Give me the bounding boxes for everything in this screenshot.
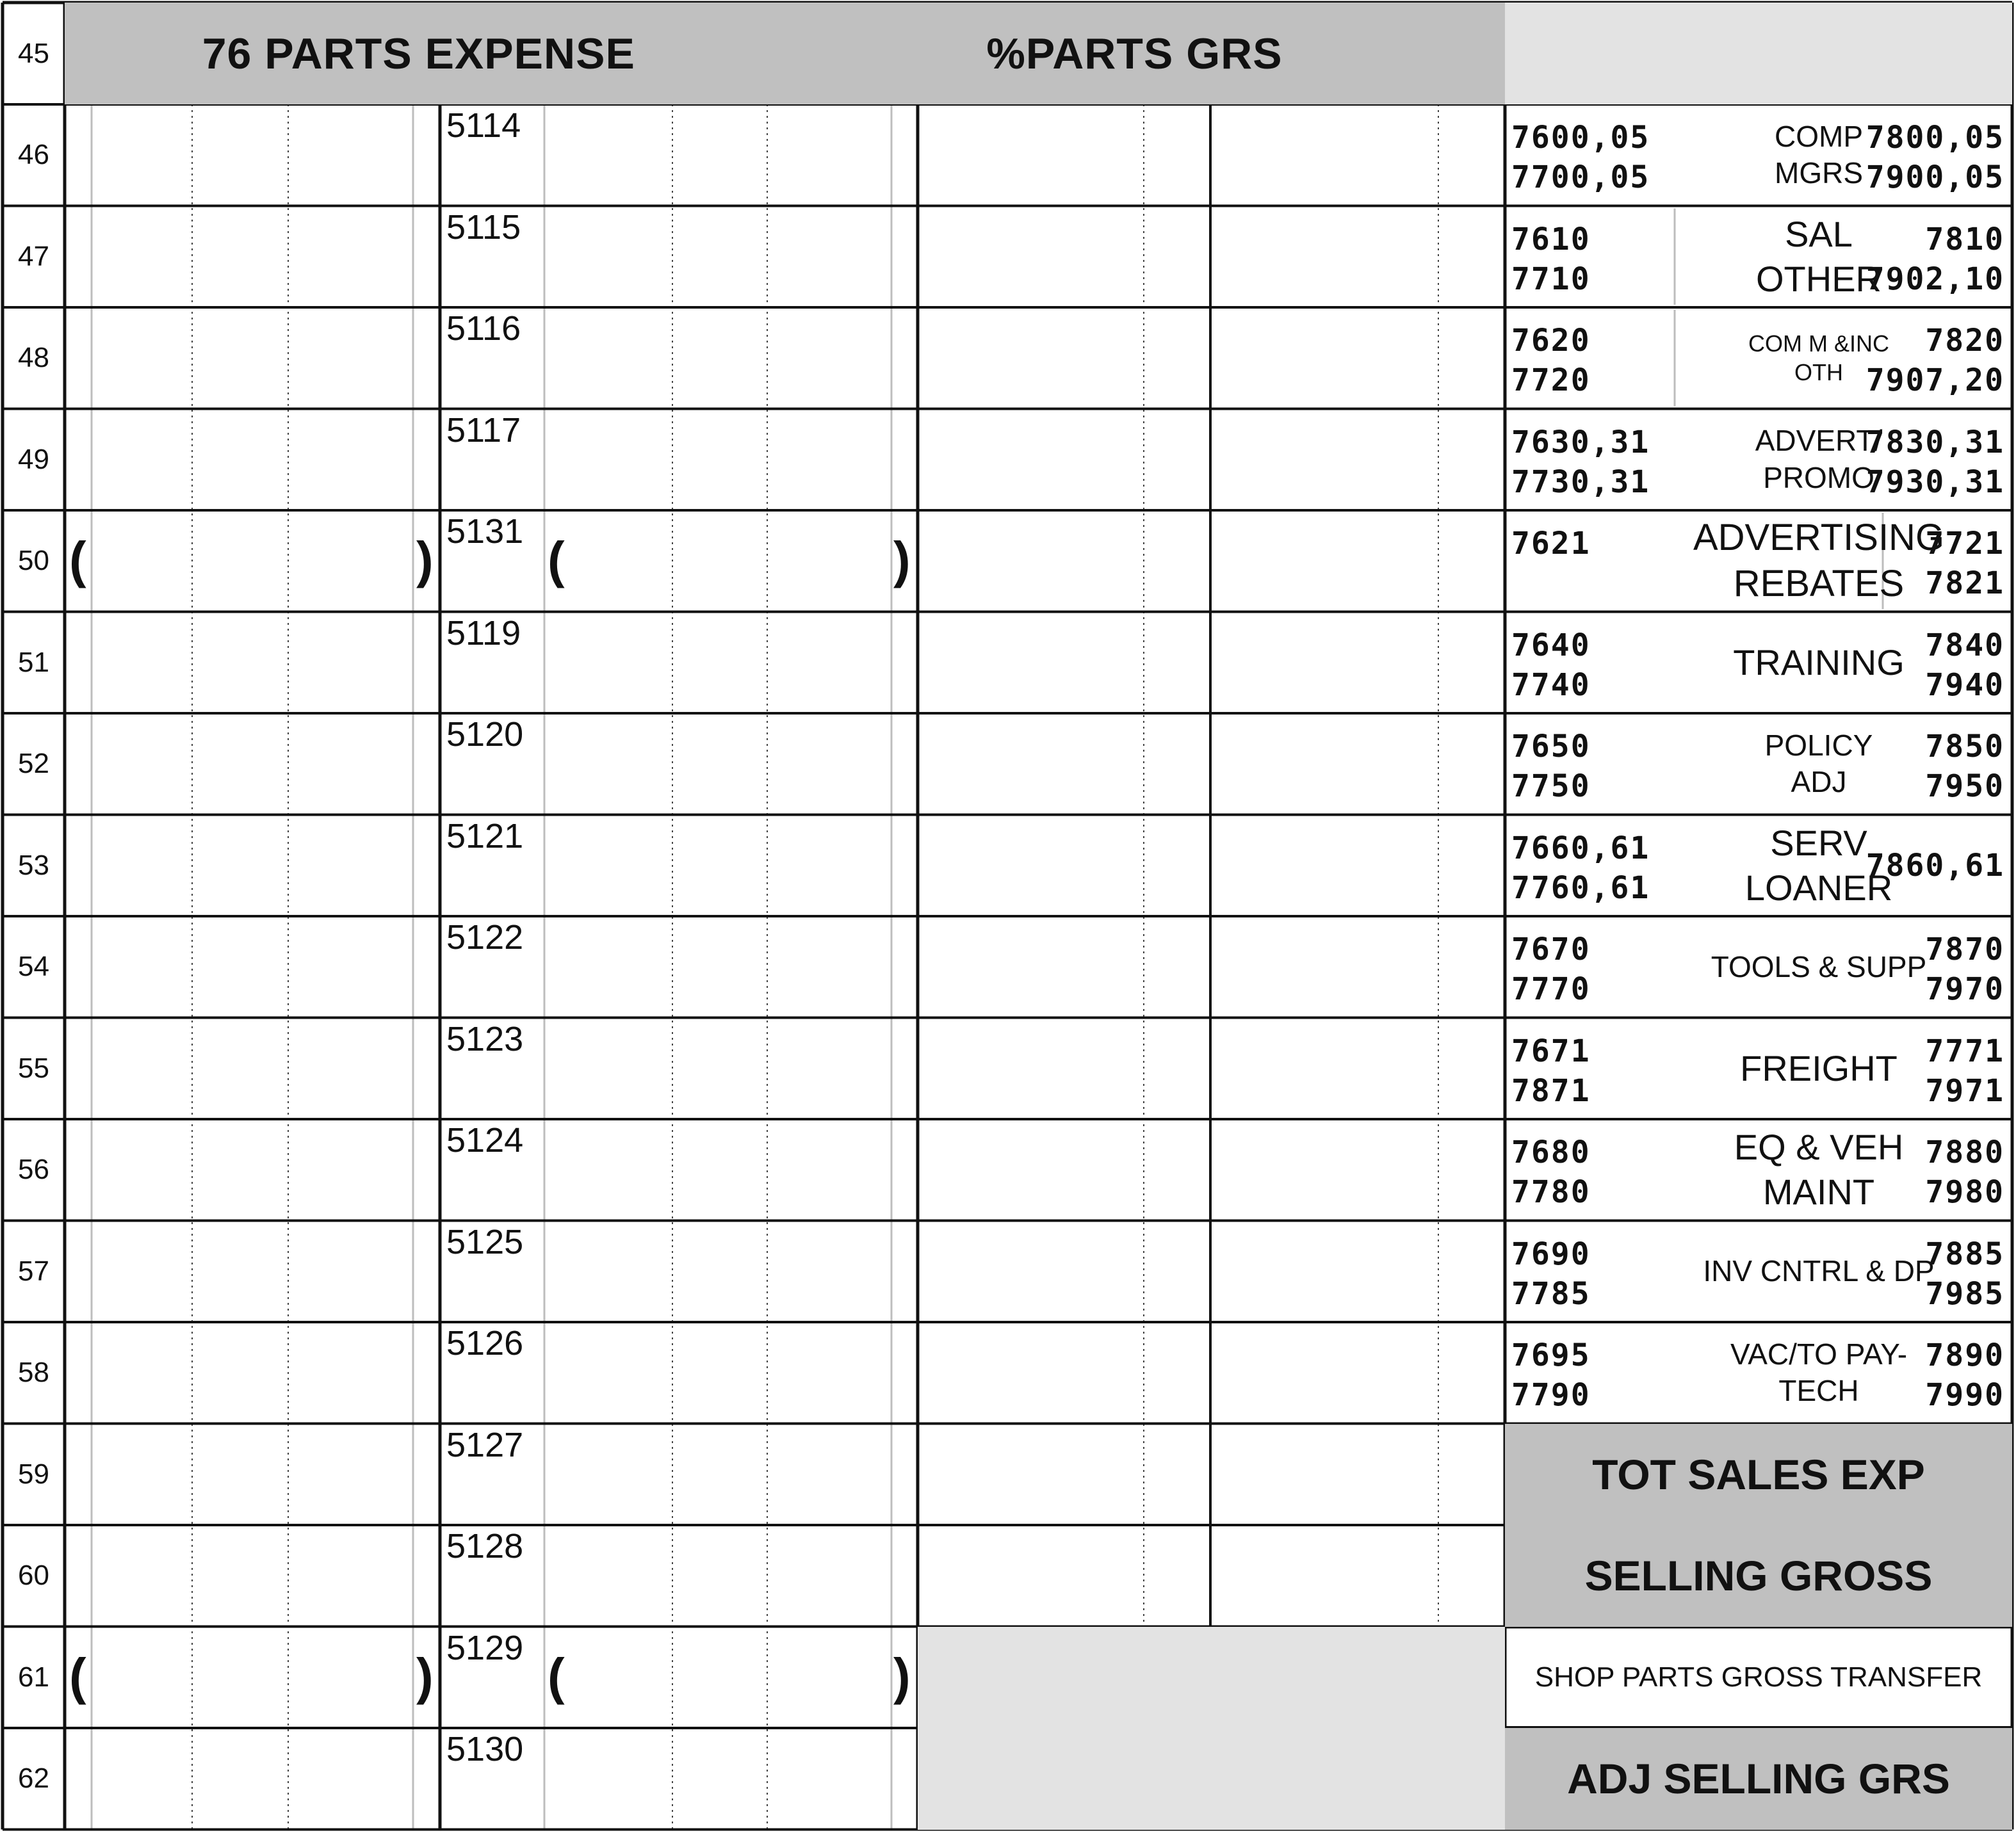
row-number: 48 bbox=[18, 342, 49, 374]
account-code: 5127 bbox=[446, 1425, 524, 1464]
account-code: 5120 bbox=[446, 715, 524, 754]
gl-code: 7800,05 bbox=[1866, 120, 2004, 156]
gl-code: 7695 bbox=[1511, 1337, 1591, 1373]
account-label-line: ADVERT/ bbox=[1755, 424, 1883, 458]
gl-code: 7940 bbox=[1925, 666, 2004, 703]
expense-entry-left[interactable] bbox=[65, 1322, 440, 1424]
expense-entry-left[interactable] bbox=[65, 104, 440, 206]
expense-entry-right[interactable] bbox=[440, 1158, 918, 1221]
account-label bbox=[1659, 307, 1979, 409]
expense-entry-right[interactable] bbox=[440, 549, 918, 612]
pct-entry[interactable] bbox=[918, 916, 1505, 1018]
account-code: 5129 bbox=[446, 1628, 524, 1667]
paren-close: ) bbox=[893, 531, 911, 588]
expense-entry-left[interactable] bbox=[65, 916, 440, 1018]
expense-entry-right[interactable] bbox=[440, 245, 918, 308]
pct-entry[interactable] bbox=[918, 206, 1505, 308]
expense-entry-left[interactable] bbox=[65, 307, 440, 409]
gl-code: 7820 bbox=[1925, 323, 2004, 359]
gl-code: 7985 bbox=[1925, 1275, 2004, 1312]
gl-code: 7600,05 bbox=[1511, 120, 1650, 156]
gl-code: 7671 bbox=[1511, 1033, 1591, 1069]
right-header-blank bbox=[1505, 3, 2012, 104]
pct-entry[interactable] bbox=[918, 1424, 1505, 1526]
account-code: 5115 bbox=[446, 207, 521, 246]
expense-entry-right[interactable] bbox=[440, 1462, 918, 1526]
expense-entry-left[interactable] bbox=[65, 409, 440, 511]
paren-open: ( bbox=[69, 531, 86, 588]
pct-entry[interactable] bbox=[918, 1119, 1505, 1221]
expense-entry-left[interactable] bbox=[65, 713, 440, 815]
total-label: TOT SALES EXP bbox=[1505, 1424, 2012, 1526]
expense-entry-right[interactable] bbox=[440, 1766, 918, 1830]
gl-code: 7780 bbox=[1511, 1174, 1591, 1210]
account-label-line: TECH bbox=[1778, 1374, 1859, 1408]
pct-entry[interactable] bbox=[918, 307, 1505, 409]
gl-code: 7885 bbox=[1925, 1236, 2004, 1272]
account-label-line: EQ & VEH bbox=[1734, 1127, 1904, 1168]
account-label bbox=[1659, 104, 1979, 206]
paren-open: ( bbox=[548, 1647, 565, 1705]
account-label bbox=[1659, 1221, 1979, 1323]
gl-code: 7850 bbox=[1925, 729, 2004, 764]
account-code: 5123 bbox=[446, 1019, 524, 1058]
expense-entry-right[interactable] bbox=[440, 1665, 918, 1729]
account-label-line: OTH bbox=[1794, 359, 1843, 386]
account-label bbox=[1659, 815, 1979, 917]
pct-entry[interactable] bbox=[918, 713, 1505, 815]
row-number: 62 bbox=[18, 1763, 49, 1795]
gl-code: 7690 bbox=[1511, 1236, 1591, 1272]
account-code: 5126 bbox=[446, 1324, 524, 1362]
gl-code: 7980 bbox=[1925, 1174, 2004, 1210]
gl-code: 7770 bbox=[1511, 971, 1591, 1007]
account-label-line: TRAINING bbox=[1733, 642, 1905, 682]
account-code: 5121 bbox=[446, 816, 524, 855]
account-label-line: COMP bbox=[1775, 119, 1863, 153]
expense-entry-left[interactable] bbox=[65, 815, 440, 917]
paren-close: ) bbox=[416, 531, 434, 588]
account-label bbox=[1659, 1018, 1979, 1120]
row-number: 54 bbox=[18, 951, 49, 983]
pct-entry[interactable] bbox=[918, 1018, 1505, 1120]
row-number: 51 bbox=[18, 646, 49, 678]
account-label bbox=[1659, 409, 1979, 511]
row-number: 45 bbox=[18, 37, 49, 69]
gl-code: 7630,31 bbox=[1511, 424, 1650, 460]
gl-code: 7785 bbox=[1511, 1275, 1591, 1312]
gl-code: 7902,10 bbox=[1866, 261, 2004, 297]
account-code: 5119 bbox=[446, 613, 521, 652]
expense-entry-right[interactable] bbox=[440, 1259, 918, 1323]
gl-code: 7860,61 bbox=[1866, 847, 2004, 884]
paren-open: ( bbox=[548, 531, 565, 588]
account-code: 5128 bbox=[446, 1527, 524, 1565]
expense-entry-right[interactable] bbox=[440, 650, 918, 714]
pct-grey-block bbox=[918, 1627, 1505, 1830]
account-code: 5125 bbox=[446, 1222, 524, 1261]
gl-code: 7730,31 bbox=[1511, 464, 1650, 500]
gl-code: 7971 bbox=[1925, 1072, 2004, 1109]
account-label-line: MGRS bbox=[1775, 156, 1863, 190]
gl-code: 7610 bbox=[1511, 221, 1591, 257]
account-code: 5116 bbox=[446, 309, 521, 348]
gl-code: 7870 bbox=[1925, 932, 2004, 967]
gl-code: 7680 bbox=[1511, 1135, 1591, 1170]
expense-entry-right[interactable] bbox=[440, 1361, 918, 1424]
account-code: 5124 bbox=[446, 1121, 524, 1159]
gl-code: 7760,61 bbox=[1511, 869, 1650, 906]
account-label-line: INV CNTRL & DP bbox=[1703, 1254, 1935, 1288]
gl-code: 7970 bbox=[1925, 971, 2004, 1007]
gl-code: 7950 bbox=[1925, 768, 2004, 804]
gl-code: 7810 bbox=[1925, 221, 2004, 257]
gl-code: 7900,05 bbox=[1866, 159, 2004, 195]
row-number: 52 bbox=[18, 748, 49, 780]
paren-close: ) bbox=[893, 1647, 911, 1705]
expense-entry-right[interactable] bbox=[440, 1563, 918, 1627]
total-label: ADJ SELLING GRS bbox=[1505, 1728, 2012, 1830]
account-label bbox=[1659, 1322, 1979, 1424]
account-label-line: SERV bbox=[1770, 822, 1867, 863]
gl-code: 7750 bbox=[1511, 768, 1591, 804]
account-label bbox=[1659, 1119, 1979, 1221]
gl-code: 7660,61 bbox=[1511, 830, 1650, 866]
expense-entry-right[interactable] bbox=[440, 955, 918, 1018]
gl-code: 7930,31 bbox=[1866, 464, 2004, 500]
account-label-line: FREIGHT bbox=[1740, 1047, 1898, 1088]
expense-entry-left[interactable] bbox=[65, 1119, 440, 1221]
row-number: 50 bbox=[18, 545, 49, 577]
row-number: 59 bbox=[18, 1458, 49, 1490]
row-number: 55 bbox=[18, 1052, 49, 1084]
transfer-label: SHOP PARTS GROSS TRANSFER bbox=[1534, 1661, 1983, 1693]
row-number: 58 bbox=[18, 1357, 49, 1389]
gl-code: 7871 bbox=[1511, 1072, 1591, 1109]
total-label: SELLING GROSS bbox=[1505, 1525, 2012, 1627]
row-number: 61 bbox=[18, 1661, 49, 1693]
pct-entry[interactable] bbox=[918, 1322, 1505, 1424]
gl-code: 7990 bbox=[1925, 1377, 2004, 1413]
account-label bbox=[1659, 206, 1979, 308]
account-code: 5114 bbox=[446, 106, 521, 145]
pct-entry[interactable] bbox=[918, 815, 1505, 917]
expense-entry-left[interactable] bbox=[65, 510, 440, 612]
account-label bbox=[1659, 612, 1979, 714]
gl-code: 7771 bbox=[1925, 1033, 2004, 1069]
gl-code: 7650 bbox=[1511, 729, 1591, 764]
pct-entry[interactable] bbox=[918, 104, 1505, 206]
expense-entry-right[interactable] bbox=[440, 143, 918, 206]
parts-expense-title: 76 PARTS EXPENSE bbox=[202, 29, 635, 78]
expense-entry-left[interactable] bbox=[65, 612, 440, 714]
account-label bbox=[1659, 916, 1979, 1018]
expense-entry-left[interactable] bbox=[65, 206, 440, 308]
expense-entry-left[interactable] bbox=[65, 1424, 440, 1526]
account-label-line: REBATES bbox=[1733, 563, 1905, 605]
expense-entry-right[interactable] bbox=[440, 346, 918, 409]
account-code: 5117 bbox=[446, 410, 521, 449]
account-code: 5122 bbox=[446, 918, 524, 957]
row-number: 47 bbox=[18, 240, 49, 272]
gl-code: 7840 bbox=[1925, 627, 2004, 663]
gl-code bbox=[1511, 568, 1665, 601]
pct-entry[interactable] bbox=[918, 1221, 1505, 1323]
gl-code: 7640 bbox=[1511, 627, 1591, 663]
gl-code: 7721 bbox=[1925, 526, 2004, 561]
gl-code: 7620 bbox=[1511, 323, 1591, 359]
row-number: 49 bbox=[18, 443, 49, 475]
expense-entry-left[interactable] bbox=[65, 1627, 440, 1729]
gl-code: 7621 bbox=[1511, 526, 1591, 561]
gl-code: 7830,31 bbox=[1866, 424, 2004, 460]
gl-code: 7670 bbox=[1511, 932, 1591, 967]
account-label-line: POLICY bbox=[1764, 728, 1873, 762]
expense-entry-left[interactable] bbox=[65, 1221, 440, 1323]
account-label-line: MAINT bbox=[1762, 1172, 1875, 1213]
account-label-line: VAC/TO PAY- bbox=[1730, 1337, 1908, 1371]
gl-code: 7710 bbox=[1511, 261, 1591, 297]
pct-entry[interactable] bbox=[918, 510, 1505, 612]
account-label-line: TOOLS & SUPP bbox=[1711, 949, 1927, 983]
gl-code: 7880 bbox=[1925, 1135, 2004, 1170]
expense-entry-right[interactable] bbox=[440, 1056, 918, 1120]
account-code: 5130 bbox=[446, 1730, 524, 1768]
account-label-line: PROMO bbox=[1763, 460, 1874, 494]
gl-code: 7907,20 bbox=[1866, 362, 2004, 398]
account-label-line: LOANER bbox=[1744, 867, 1893, 908]
pct-entry[interactable] bbox=[918, 409, 1505, 511]
gl-code: 7740 bbox=[1511, 666, 1591, 703]
expense-entry-right[interactable] bbox=[440, 752, 918, 815]
pct-entry[interactable] bbox=[918, 612, 1505, 714]
expense-entry-left[interactable] bbox=[65, 1525, 440, 1627]
expense-entry-left[interactable] bbox=[65, 1018, 440, 1120]
expense-entry-left[interactable] bbox=[65, 1728, 440, 1830]
gl-code: 7821 bbox=[1925, 565, 2004, 601]
row-number: 60 bbox=[18, 1560, 49, 1592]
paren-open: ( bbox=[69, 1647, 86, 1705]
row-number: 56 bbox=[18, 1154, 49, 1186]
account-label bbox=[1659, 713, 1979, 815]
row-number: 53 bbox=[18, 849, 49, 881]
account-label bbox=[1659, 510, 1979, 612]
paren-close: ) bbox=[416, 1647, 434, 1705]
gl-code: 7720 bbox=[1511, 362, 1591, 398]
account-code: 5131 bbox=[446, 512, 524, 551]
account-label-line: COM M &INC bbox=[1748, 330, 1889, 357]
account-label-line: OTHER bbox=[1756, 258, 1882, 299]
expense-entry-right[interactable] bbox=[440, 853, 918, 917]
account-label-line: SAL bbox=[1785, 213, 1853, 254]
row-number: 46 bbox=[18, 139, 49, 171]
gl-code: 7890 bbox=[1925, 1337, 2004, 1373]
parts-grs-title: %PARTS GRS bbox=[986, 29, 1283, 78]
pct-entry[interactable] bbox=[918, 1525, 1505, 1627]
row-number: 57 bbox=[18, 1255, 49, 1287]
account-label-line: ADVERTISING bbox=[1693, 516, 1945, 558]
account-label-line: ADJ bbox=[1791, 765, 1847, 799]
gl-code: 7790 bbox=[1511, 1377, 1591, 1413]
gl-code: 7700,05 bbox=[1511, 159, 1650, 195]
expense-entry-right[interactable] bbox=[440, 448, 918, 511]
